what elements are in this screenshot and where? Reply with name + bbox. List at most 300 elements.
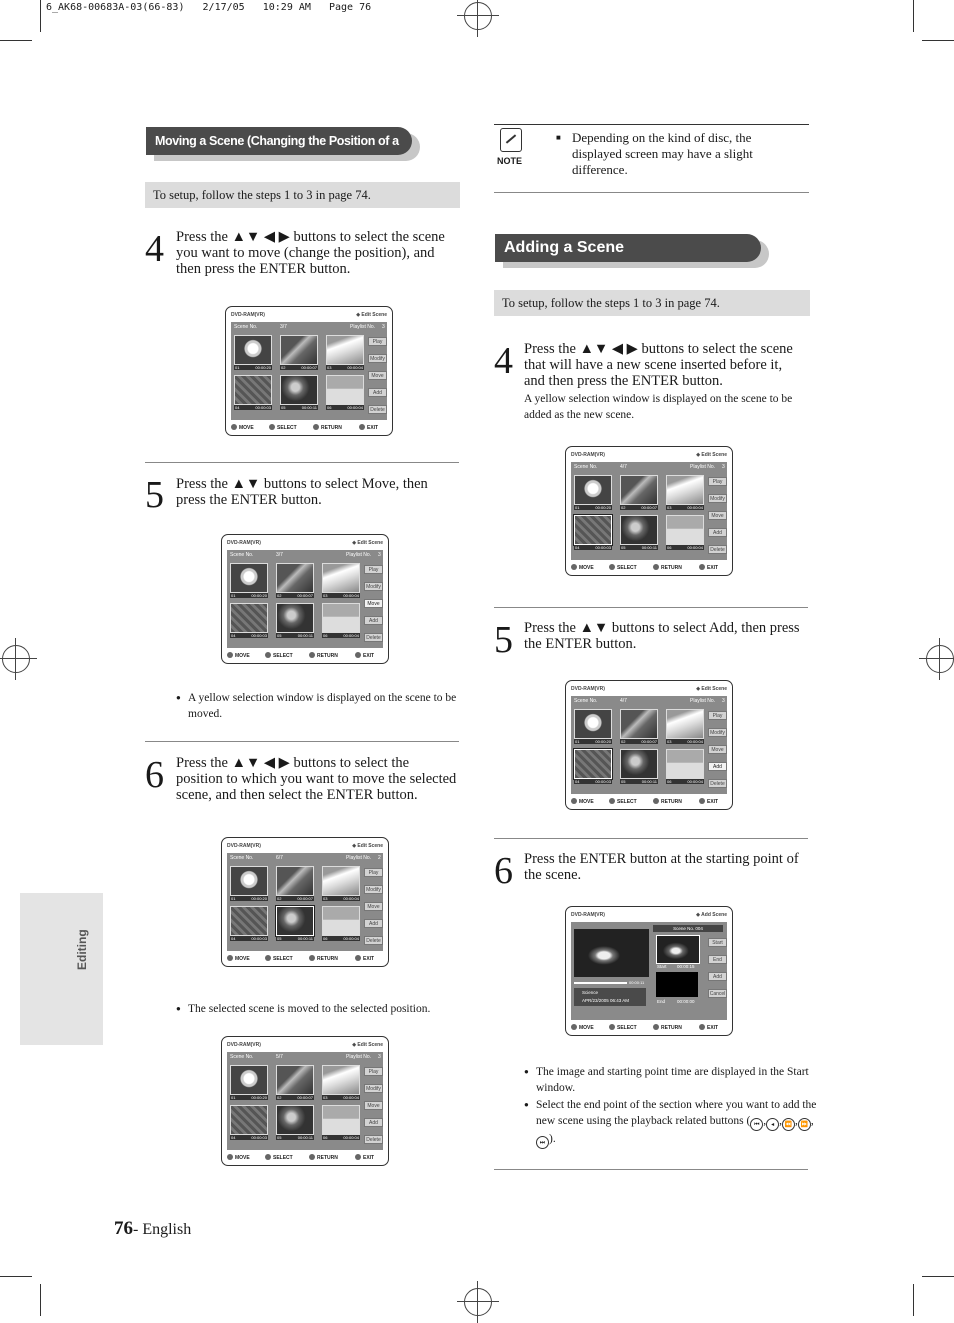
- exit-hint: EXIT: [699, 564, 718, 571]
- scene-count: 3/7: [276, 552, 283, 558]
- delete-button[interactable]: Delete: [708, 779, 727, 788]
- thumbnail-caption: [230, 1095, 268, 1100]
- step-number: 4: [145, 228, 164, 270]
- thumbnail-caption: [322, 936, 360, 941]
- add-button[interactable]: Add: [708, 528, 727, 537]
- scene-id: 04: [231, 936, 236, 941]
- playlist-number: 3: [722, 464, 725, 470]
- scene-id: 01: [231, 896, 236, 901]
- playlist-number: 3: [378, 1054, 381, 1060]
- section-title-text: Moving a Scene (Changing the Position of a Scene): [146, 127, 412, 155]
- crop-mark: [913, 1284, 914, 1316]
- scene-thumbnail[interactable]: [322, 906, 360, 936]
- end-label: End: [657, 999, 666, 1004]
- playlist-label: Playlist No.: [690, 698, 716, 704]
- menu-mode: ◈ Edit Scene: [352, 843, 383, 849]
- exit-hint: EXIT: [699, 798, 718, 805]
- scene-number-label: Scene No. 004: [653, 925, 723, 932]
- step-number: 5: [494, 619, 513, 661]
- scene-id: 03: [323, 896, 328, 901]
- scene-time: 00:00:11: [301, 405, 317, 410]
- scene-thumbnail[interactable]: [620, 709, 658, 739]
- exit-hint: EXIT: [359, 424, 378, 431]
- scene-id: 01: [231, 593, 236, 598]
- step-text: Press the ▲▼ buttons to select Move, then press the ENTER button.: [176, 476, 428, 508]
- scene-no-label: Scene No.: [230, 1054, 254, 1060]
- scene-count: 4/7: [620, 698, 627, 704]
- scene-time: 00:00:11: [297, 1135, 313, 1140]
- scene-id: 02: [281, 365, 286, 370]
- thumbnail-caption: [574, 779, 612, 784]
- scene-thumbnail[interactable]: [234, 375, 272, 405]
- menu-mode: ◈ Edit Scene: [696, 686, 727, 692]
- bullet-text: ● A yellow selection window is displayed on the scene to be moved.: [176, 690, 472, 722]
- scene-time: 00:00:04: [343, 936, 359, 941]
- scene-time: 00:00:04: [343, 1135, 359, 1140]
- scene-no-label: Scene No.: [234, 324, 258, 330]
- scene-time: 00:00:04: [343, 896, 359, 901]
- play-button[interactable]: Play: [368, 337, 387, 346]
- scene-thumbnail[interactable]: [620, 515, 658, 545]
- play-button[interactable]: Play: [364, 868, 383, 877]
- playlist-label: Playlist No.: [350, 324, 376, 330]
- scene-thumbnail[interactable]: [322, 866, 360, 896]
- scene-id: 06: [323, 633, 328, 638]
- scene-thumbnail[interactable]: [230, 1065, 268, 1095]
- exit-hint: EXIT: [355, 955, 374, 962]
- add-button[interactable]: Add: [364, 919, 383, 928]
- crop-mark: [0, 1276, 32, 1277]
- thumbnail-caption: [230, 1135, 268, 1140]
- move-button[interactable]: Move: [708, 511, 727, 520]
- scene-id: 06: [323, 1135, 328, 1140]
- modify-button[interactable]: Modify: [364, 885, 383, 894]
- scene-thumbnail[interactable]: [666, 515, 704, 545]
- scene-time: 00:00:04: [343, 593, 359, 598]
- registration-mark: [464, 2, 492, 30]
- note-text: ■ Depending on the kind of disc, the displayed screen may have a slight difference.: [572, 130, 804, 178]
- scene-time: 00:00:04: [687, 545, 703, 550]
- return-hint: RETURN: [309, 1154, 338, 1161]
- bullet-text: ● The selected scene is moved to the selected position.: [176, 1001, 472, 1017]
- scene-time: 00:00:07: [641, 739, 657, 744]
- edit-scene-buttons: [708, 711, 727, 796]
- crop-mark: [40, 1284, 41, 1316]
- scene-thumbnail[interactable]: [276, 563, 314, 593]
- scene-thumbnail[interactable]: [620, 475, 658, 505]
- edit-scene-buttons: [368, 337, 387, 422]
- scene-id: 06: [667, 545, 672, 550]
- recording-title: Science: [582, 990, 599, 995]
- exit-hint: EXIT: [355, 652, 374, 659]
- thumbnail-caption: [322, 1095, 360, 1100]
- scene-thumbnail[interactable]: [280, 375, 318, 405]
- return-hint: RETURN: [653, 1024, 682, 1031]
- scene-time: 00:00:04: [343, 1095, 359, 1100]
- thumbnail-caption: [620, 545, 658, 550]
- progress-time: 00:00:11: [629, 980, 645, 985]
- scene-time: 00:00:07: [301, 365, 317, 370]
- scene-thumbnail[interactable]: [280, 335, 318, 365]
- scene-thumbnail[interactable]: [322, 1105, 360, 1135]
- scene-time: 00:00:07: [641, 505, 657, 510]
- scene-no-label: Scene No.: [574, 698, 598, 704]
- registration-mark: [464, 1288, 492, 1316]
- play-button[interactable]: Play: [708, 477, 727, 486]
- scene-thumbnail[interactable]: [230, 1105, 268, 1135]
- playlist-label: Playlist No.: [690, 464, 716, 470]
- disc-type: DVD-RAM(VR): [571, 686, 605, 692]
- move-hint: MOVE: [227, 955, 250, 962]
- playlist-number: 3: [382, 324, 385, 330]
- scene-thumbnail[interactable]: [574, 515, 612, 545]
- select-hint: SELECT: [609, 564, 637, 571]
- end-button[interactable]: End: [708, 955, 727, 964]
- scene-id: 05: [277, 633, 282, 638]
- progress-bar: [574, 982, 627, 984]
- scene-time: 00:00:04: [687, 505, 703, 510]
- scene-time: 00:00:07: [297, 593, 313, 598]
- crop-mark: [40, 0, 41, 32]
- scene-time: 00:00:03: [255, 405, 271, 410]
- scene-time: 00:00:20: [251, 896, 267, 901]
- scene-time: 00:00:04: [687, 779, 703, 784]
- thumbnail-caption: [276, 1135, 314, 1140]
- thumbnail-caption: [620, 505, 658, 510]
- move-button[interactable]: Move: [364, 1101, 383, 1110]
- scene-thumbnail[interactable]: [234, 335, 272, 365]
- disc-type: DVD-RAM(VR): [227, 540, 261, 546]
- playlist-label: Playlist No.: [346, 1054, 372, 1060]
- thumbnail-caption: [666, 505, 704, 510]
- move-button[interactable]: Move: [368, 371, 387, 380]
- scene-id: 06: [323, 936, 328, 941]
- move-hint: MOVE: [231, 424, 254, 431]
- add-button[interactable]: Add: [364, 616, 383, 625]
- start-label: Start: [657, 964, 667, 969]
- scene-time: 00:00:03: [251, 633, 267, 638]
- delete-button[interactable]: Delete: [364, 1135, 383, 1144]
- scene-id: 04: [235, 405, 240, 410]
- scene-id: 04: [231, 633, 236, 638]
- move-hint: MOVE: [571, 798, 594, 805]
- play-button[interactable]: Play: [364, 1067, 383, 1076]
- thumbnail-caption: [230, 593, 268, 598]
- bullet-text: ● The image and starting point time are displayed in the Start window.: [524, 1064, 818, 1096]
- scene-id: 02: [277, 1095, 282, 1100]
- note-label: NOTE: [497, 156, 523, 166]
- step-number: 5: [145, 474, 164, 516]
- add-scene-buttons: [708, 938, 727, 1006]
- scene-no-label: Scene No.: [230, 552, 254, 558]
- edit-scene-buttons: [364, 868, 383, 953]
- bullet-text: ● Select the end point of the section where you want to add the new scene using the playback related buttons ( ⏮ , ◂ , ⏪ , ⏩ ,⏭ ).: [524, 1097, 818, 1149]
- divider: [494, 838, 808, 839]
- thumbnail-caption: [276, 593, 314, 598]
- thumbnail-caption: [574, 739, 612, 744]
- cancel-button[interactable]: Cancel: [709, 991, 726, 997]
- scene-no-label: Scene No.: [574, 464, 598, 470]
- start-button[interactable]: Start: [708, 938, 727, 947]
- move-hint: MOVE: [227, 652, 250, 659]
- scene-time: 00:00:04: [343, 633, 359, 638]
- select-hint: SELECT: [265, 955, 293, 962]
- scene-thumbnail[interactable]: [574, 749, 612, 779]
- registration-mark: [2, 645, 30, 673]
- modify-button[interactable]: Modify: [368, 354, 387, 363]
- scene-thumbnail[interactable]: [620, 749, 658, 779]
- scene-thumbnail[interactable]: [322, 563, 360, 593]
- scene-thumbnail[interactable]: [276, 603, 314, 633]
- side-tab: [20, 893, 103, 1045]
- return-hint: RETURN: [313, 424, 342, 431]
- divider: [145, 741, 459, 742]
- scene-id: 06: [667, 779, 672, 784]
- scene-id: 03: [667, 505, 672, 510]
- disc-type: DVD-RAM(VR): [227, 1042, 261, 1048]
- scene-thumbnail[interactable]: [230, 563, 268, 593]
- exit-hint: EXIT: [699, 1024, 718, 1031]
- scene-id: 04: [575, 779, 580, 784]
- skip-back-icon: ⏮: [750, 1118, 763, 1131]
- thumbnail-caption: [666, 739, 704, 744]
- scene-time: 00:00:20: [251, 1095, 267, 1100]
- setup-instruction: To setup, follow the steps 1 to 3 in page 74.: [145, 182, 460, 208]
- tv-screen-edit-scene: [221, 837, 389, 967]
- crop-mark: [0, 40, 32, 41]
- scene-thumbnail[interactable]: [276, 1065, 314, 1095]
- select-hint: SELECT: [265, 1154, 293, 1161]
- scene-thumbnail[interactable]: [230, 866, 268, 896]
- scene-time: 00:00:03: [251, 936, 267, 941]
- playlist-number: 2: [378, 855, 381, 861]
- end-time: 00:00:00: [677, 999, 695, 1004]
- scene-id: 01: [231, 1095, 236, 1100]
- delete-button[interactable]: Delete: [368, 405, 387, 414]
- menu-mode: ◈ Edit Scene: [352, 1042, 383, 1048]
- step-text: Press the ENTER button at the starting point of the scene.: [524, 851, 799, 883]
- scene-id: 02: [621, 739, 626, 744]
- play-button[interactable]: Play: [708, 711, 727, 720]
- scene-thumbnail[interactable]: [574, 709, 612, 739]
- divider: [494, 1169, 808, 1170]
- crop-mark: [922, 40, 954, 41]
- divider: [145, 462, 459, 463]
- playlist-number: 3: [378, 552, 381, 558]
- move-button[interactable]: Move: [364, 599, 383, 608]
- move-hint: MOVE: [571, 1024, 594, 1031]
- scene-thumbnail[interactable]: [276, 1105, 314, 1135]
- select-hint: SELECT: [609, 798, 637, 805]
- scene-count: 4/7: [620, 464, 627, 470]
- scene-thumbnail[interactable]: [326, 335, 364, 365]
- move-hint: MOVE: [571, 564, 594, 571]
- crop-mark: [922, 1276, 954, 1277]
- scene-thumbnail[interactable]: [666, 475, 704, 505]
- thumbnail-caption: [276, 1095, 314, 1100]
- thumbnail-caption: [276, 896, 314, 901]
- scene-id: 02: [277, 593, 282, 598]
- step-text: Press the ▲▼ ◀ ▶ buttons to select the scene that will have a new scene inserted before it, and then press the ENTER button.: [524, 341, 793, 389]
- modify-button[interactable]: Modify: [708, 728, 727, 737]
- step-number: 4: [494, 340, 513, 382]
- scene-time: 00:00:20: [595, 505, 611, 510]
- scene-thumbnail[interactable]: [326, 375, 364, 405]
- note-pencil-icon: [500, 128, 522, 152]
- scene-time: 00:00:03: [595, 545, 611, 550]
- thumbnail-caption: [234, 365, 272, 370]
- thumbnail-caption: [230, 936, 268, 941]
- select-hint: SELECT: [269, 424, 297, 431]
- scene-time: 00:00:11: [297, 633, 313, 638]
- scene-id: 03: [667, 739, 672, 744]
- step-subtext: A yellow selection window is displayed on the scene to be added as the new scene.: [524, 393, 793, 421]
- crop-mark: [913, 0, 914, 32]
- setup-instruction: To setup, follow the steps 1 to 3 in page 74.: [494, 290, 810, 316]
- scene-id: 01: [235, 365, 240, 370]
- thumbnail-caption: [280, 405, 318, 410]
- add-button[interactable]: Add: [368, 388, 387, 397]
- edit-scene-buttons: [708, 477, 727, 562]
- thumbnail-caption: [276, 633, 314, 638]
- print-slug: 6_AK68-00683A-03(66-83) 2/17/05 10:29 AM Page 76: [46, 2, 372, 13]
- thumbnail-caption: [230, 633, 268, 638]
- scene-time: 00:00:07: [297, 1095, 313, 1100]
- scene-time: 00:00:03: [595, 779, 611, 784]
- recording-date: APR/23/2005 06:43 AM: [582, 998, 630, 1003]
- thumbnail-caption: [234, 405, 272, 410]
- delete-button[interactable]: Delete: [708, 545, 727, 554]
- step-number: 6: [494, 850, 513, 892]
- scene-thumbnail[interactable]: [666, 749, 704, 779]
- end-frame: [656, 972, 698, 997]
- tv-screen-edit-scene: [225, 306, 393, 436]
- playlist-number: 3: [722, 698, 725, 704]
- scene-id: 05: [621, 779, 626, 784]
- scene-id: 04: [575, 545, 580, 550]
- menu-mode: ◈ Add Scene: [696, 912, 727, 918]
- tv-screen-edit-scene: [565, 446, 733, 576]
- thumbnail-caption: [574, 545, 612, 550]
- scene-thumbnail[interactable]: [322, 1065, 360, 1095]
- scene-time: 00:00:20: [251, 593, 267, 598]
- playlist-label: Playlist No.: [346, 552, 372, 558]
- add-button[interactable]: Add: [708, 972, 727, 981]
- scene-time: 00:00:07: [297, 896, 313, 901]
- scene-thumbnail[interactable]: [230, 603, 268, 633]
- scene-thumbnail[interactable]: [666, 709, 704, 739]
- info-box: [574, 988, 646, 1006]
- disc-type: DVD-RAM(VR): [231, 312, 265, 318]
- thumbnail-caption: [620, 779, 658, 784]
- scene-time: 00:00:04: [687, 739, 703, 744]
- side-tab-label: Editing: [75, 929, 89, 970]
- scene-id: 06: [327, 405, 332, 410]
- thumbnail-caption: [326, 405, 364, 410]
- return-hint: RETURN: [309, 652, 338, 659]
- scene-thumbnail[interactable]: [230, 906, 268, 936]
- select-hint: SELECT: [265, 652, 293, 659]
- scene-thumbnail[interactable]: [322, 603, 360, 633]
- thumbnail-caption: [326, 365, 364, 370]
- fast-forward-icon: ⏩: [798, 1118, 811, 1131]
- modify-button[interactable]: Modify: [364, 582, 383, 591]
- select-hint: SELECT: [609, 1024, 637, 1031]
- exit-hint: EXIT: [355, 1154, 374, 1161]
- modify-button[interactable]: Modify: [708, 494, 727, 503]
- scene-id: 03: [323, 1095, 328, 1100]
- divider: [494, 607, 808, 608]
- return-hint: RETURN: [653, 798, 682, 805]
- scene-id: 03: [323, 593, 328, 598]
- scene-thumbnail[interactable]: [276, 866, 314, 896]
- delete-button[interactable]: Delete: [364, 633, 383, 642]
- return-hint: RETURN: [653, 564, 682, 571]
- thumbnail-caption: [322, 593, 360, 598]
- rewind-icon: ⏪: [782, 1118, 795, 1131]
- add-button[interactable]: Add: [364, 1118, 383, 1127]
- scene-count: 5/7: [276, 1054, 283, 1060]
- playlist-label: Playlist No.: [346, 855, 372, 861]
- scene-time: 00:00:20: [595, 739, 611, 744]
- scene-thumbnail[interactable]: [574, 475, 612, 505]
- disc-type: DVD-RAM(VR): [227, 843, 261, 849]
- scene-time: 00:00:03: [251, 1135, 267, 1140]
- scene-id: 05: [281, 405, 286, 410]
- registration-mark: [926, 645, 954, 673]
- thumbnail-caption: [322, 633, 360, 638]
- scene-id: 03: [327, 365, 332, 370]
- play-button[interactable]: Play: [364, 565, 383, 574]
- move-button[interactable]: Move: [708, 745, 727, 754]
- menu-mode: ◈ Edit Scene: [356, 312, 387, 318]
- thumbnail-caption: [574, 505, 612, 510]
- step-text: Press the ▲▼ ◀ ▶ buttons to select the position to which you want to move the selected scene, and then select the ENTER button.: [176, 755, 457, 803]
- scene-time: 00:00:11: [297, 936, 313, 941]
- scene-thumbnail[interactable]: [276, 906, 314, 936]
- step-text: Press the ▲▼ ◀ ▶ buttons to select the scene you want to move (change the position), and then press the ENTER button.: [176, 229, 445, 277]
- thumbnail-caption: [276, 936, 314, 941]
- note-rule-top: [494, 124, 809, 125]
- step-text: Press the ▲▼ buttons to select Add, then press the ENTER button.: [524, 620, 800, 652]
- thumbnail-caption: [666, 779, 704, 784]
- delete-button[interactable]: Delete: [364, 936, 383, 945]
- modify-button[interactable]: Modify: [364, 1084, 383, 1093]
- add-button[interactable]: Add: [708, 762, 727, 771]
- move-hint: MOVE: [227, 1154, 250, 1161]
- edit-scene-buttons: [364, 1067, 383, 1152]
- move-button[interactable]: Move: [364, 902, 383, 911]
- thumbnail-caption: [230, 896, 268, 901]
- start-frame: [656, 935, 700, 964]
- tv-screen-edit-scene: [221, 534, 389, 664]
- start-time: 00:00:15: [677, 964, 695, 969]
- thumbnail-caption: [280, 365, 318, 370]
- step-number: 6: [145, 754, 164, 796]
- page-number: 76- English: [114, 1218, 192, 1239]
- scene-time: 00:00:20: [255, 365, 271, 370]
- scene-time: 00:00:11: [641, 779, 657, 784]
- tv-screen-add-scene: [565, 906, 733, 1036]
- tv-screen-edit-scene: [565, 680, 733, 810]
- disc-type: DVD-RAM(VR): [571, 452, 605, 458]
- scene-time: 00:00:04: [347, 365, 363, 370]
- note-rule-bottom: [494, 192, 809, 193]
- scene-no-label: Scene No.: [230, 855, 254, 861]
- thumbnail-caption: [620, 739, 658, 744]
- scene-count: 6/7: [276, 855, 283, 861]
- section-title-adding-scene: [495, 234, 761, 262]
